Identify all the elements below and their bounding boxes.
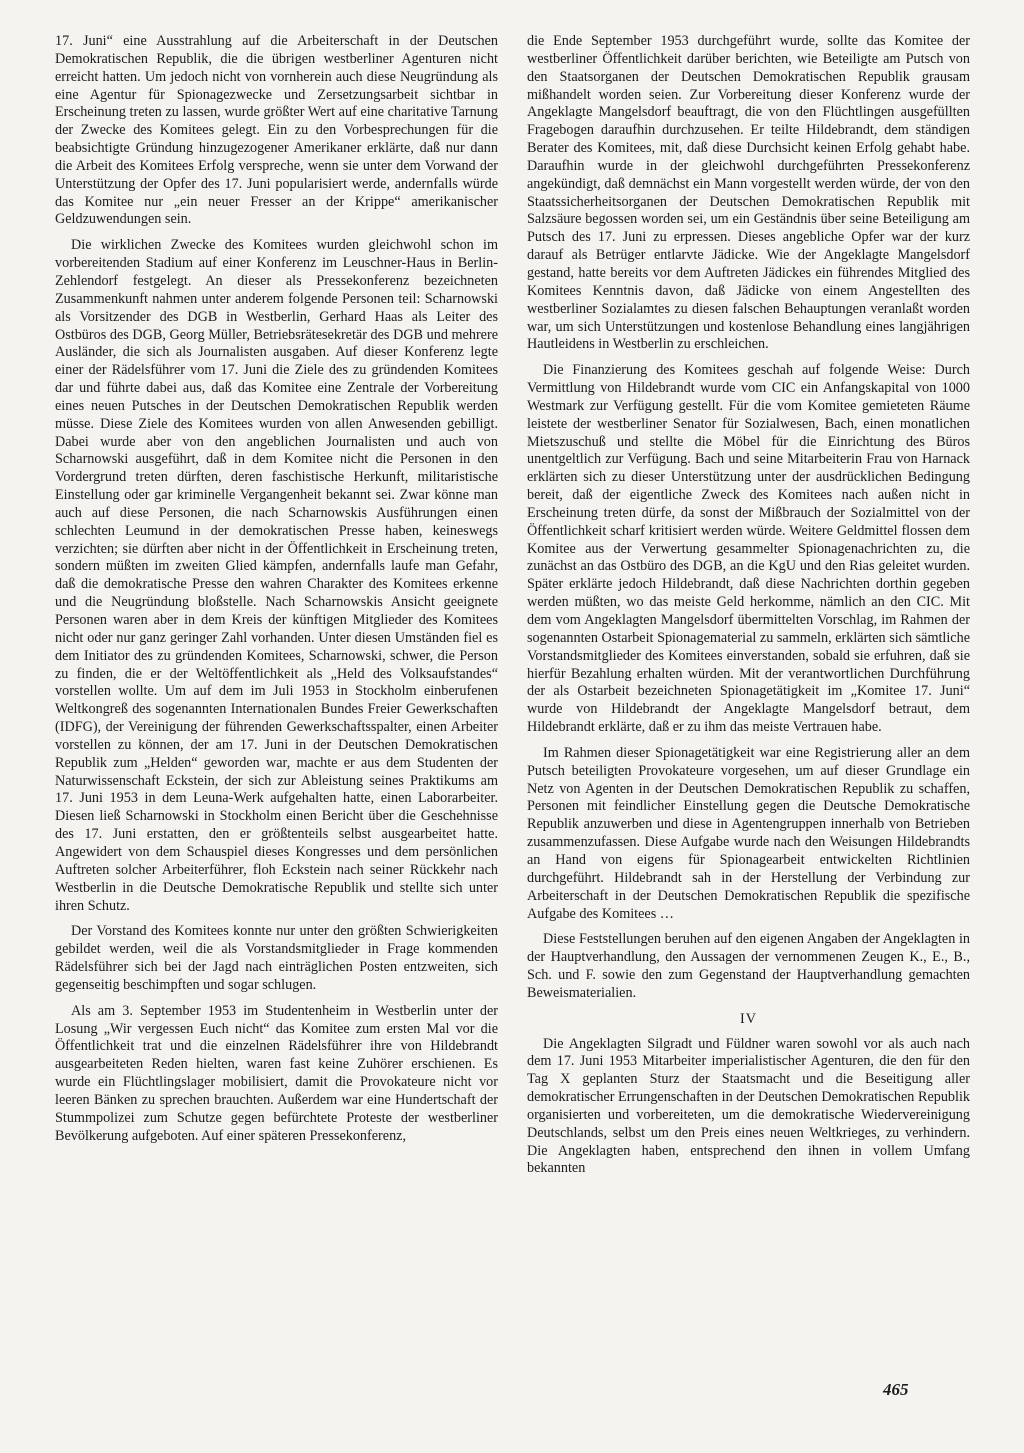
page-number: 465 <box>883 1380 909 1399</box>
right-paragraph-2: Die Finanzierung des Komitees geschah auf folgende Weise: Durch Vermittlung von Hildebrandt wurde vom CIC ein Anfangskapital von 1000 Westmark zur Verfügung gestellt. Für die vom Komitee gemieteten Räume leistete der westberliner Senator für Sozialwesen, Bach, einen monatlichen Mietszuschuß und stellte die Möbel für die Einrichtung des Büros unentgeltlich zur Verfügung. Bach und seine Mitarbeiterin Frau von Harnack erklärten sich zu dieser Unterstützung unter der ausdrücklichen Bedingung bereit, daß der eigentliche Zweck des Komitees nach außen nicht in Erscheinung treten dürfe, da sonst der Mißbrauch der Sozialmittel von der Öffentlichkeit scharf kritisiert werden würde. Weitere Geldmittel flossen dem Komitee aus der Verwertung gesammelter Spionagenachrichten zu, die zunächst an das Ostbüro des DGB, an die KgU und den Rias geleitet wurden. Später erklärte jedoch Hildebrandt, daß diese Nachrichten dorthin gegeben werden müßten, wo das meiste Geld herkomme, nämlich an den CIC. Mit dem vom Angeklagten Mangelsdorf übermittelten Vorschlag, im Rahmen der sogenannten Ostarbeit Spionagematerial zu sammeln, erklärten sich sämtliche Vorstandsmitglieder des Komitees einverstanden, sobald sie erfuhren, daß sie hierfür Bezahlung erhalten würden. Mit der verantwortlichen Durchführung der als Ostarbeit bezeichneten Spionagetätigkeit im „Komitee 17. Juni“ wurde von Hildebrandt der Angeklagte Mangelsdorf betraut, dem Hildebrandt erklärte, daß er zu ihm das meiste Vertrauen habe. <box>527 362 970 736</box>
left-paragraph-3: Der Vorstand des Komitees konnte nur unter den größten Schwierigkeiten gebildet werden, weil die als Vorstandsmitglieder in Frage kommenden Rädelsführer sich bei der Jagd nach einträglichen Posten entzweiten, sich gegenseitig beschimpften und sogar schlugen. <box>55 923 498 993</box>
right-paragraph-1: die Ende September 1953 durchgeführt wurde, sollte das Komitee der westberliner Öffentlichkeit darüber berichten, wie Beteiligte am Putsch von den Staatsorganen der Deutschen Demokratischen Republik grausam mißhandelt worden seien. Zur Vorbereitung dieser Konferenz wurde der Angeklagte Mangelsdorf beauftragt, die von den Flüchtlingen ausgefüllten Fragebogen daraufhin durchzusehen. Er teilte Hildebrandt, dem ständigen Berater des Komitees, mit, daß diese Durchsicht keinen Erfolg gehabt habe. Daraufhin wurde in der gleichwohl durchgeführten Pressekonferenz angekündigt, daß demnächst ein Mann vorgestellt werden würde, der von den Staatssicherheitsorganen der Deutschen Demokratischen Republik mit Salzsäure begossen worden sei, um ein Geständnis über seine Beteiligung am Putsch des 17. Juni zu erpressen. Dieses angebliche Opfer war der kurz darauf als Betrüger entlarvte Jädicke. Wie der Angeklagte Mangelsdorf gestand, hatte bereits vor dem Auftreten Jädickes ein führendes Mitglied des Komitees Kenntnis davon, daß Jädicke von einem Angestellten des westberliner Sozialamtes zu diesen falschen Behauptungen veranlaßt worden war, um sich Unterstützungen und kostenlose Behandlung eines langjährigen Hautleidens in Westberlin zu erschleichen. <box>527 33 970 353</box>
left-paragraph-2: Die wirklichen Zwecke des Komitees wurden gleichwohl schon im vorbereitenden Stadium auf einer Konferenz im Leuschner-Haus in Berlin-Zehlendorf festgelegt. An dieser als Pressekonferenz bezeichneten Zusammenkunft nahmen unter anderem folgende Personen teil: Scharnowski als Vorsitzender des DGB in Westberlin, Gerhard Haas als Leiter des Ostbüros des DGB, Georg Müller, Betriebsrätesekretär des DGB und mehrere Ausländer, die sich als Journalisten ausgaben. Auf dieser Konferenz legte einer der Rädelsführer vom 17. Juni die Ziele des zu gründenden Komitees dar und führte dabei aus, daß das Komitee eine Zentrale der Vorbereitung eines neuen Putsches in der Deutschen Demokratischen Republik werden müsse. Diese Ziele des Komitees wurden von allen Anwesenden gebilligt. Dabei wurde aber von den angeblichen Journalisten und auch von Scharnowski ausgeführt, daß in dem Komitee nicht die Personen in den Vordergrund treten dürften, deren faschistische Herkunft, militaristische Einstellung oder gar kriminelle Vergangenheit bekannt sei. Zwar könne man auch auf diese Personen, die nach Scharnowskis Ausführungen einen schlechten Leumund in der demokratischen Presse haben, keineswegs verzichten; sie dürften aber nicht in der Öffentlichkeit in Erscheinung treten, sondern müßten im zweiten Glied kämpfen, andernfalls laufe man Gefahr, daß die demokratische Presse den wahren Charakter des Komitees erkenne und die Neugründung bloßstelle. Nach Scharnowskis Ansicht geeignete Personen waren aber in dem Kreis der künftigen Mitglieder des Komitees nicht oder nur ganz geringer Zahl vorhanden. Unter diesen Umständen fiel es dem Initiator des zu gründenden Komitees, Scharnowski, schwer, die Person zu finden, die er der Weltöffentlichkeit als „Held des Volksaufstandes“ vorstellen wollte. Um auf dem im Juli 1953 in Stockholm einberufenen Weltkongreß des sogenannten Internationalen Bundes Freier Gewerkschaften (IDFG), der Vereinigung der führenden Gewerkschaftsspalter, einen Arbeiter vorstellen zu können, der am 17. Juni in der Deutschen Demokratischen Republik zum „Helden“ geworden war, machte er aus dem Studenten der Naturwissenschaft Eckstein, der sich zur Ableistung seines Praktikums am 17. Juni 1953 in dem Leuna-Werk aufgehalten hatte, einen Laborarbeiter. Diesen ließ Scharnowski in Stockholm einen Bericht über die Geschehnisse des 17. Juni erstatten, den er größtenteils selbst ausgearbeitet hatte. Angewidert von dem Schauspiel dieses Kongresses und dem persönlichen Auftreten solcher Arbeiterführer, floh Eckstein nach seiner Rückkehr nach Westberlin in die Deutsche Demokratische Republik und stellte sich unter ihren Schutz. <box>55 237 498 914</box>
right-column <box>527 33 970 1186</box>
right-paragraph-4: Diese Feststellungen beruhen auf den eigenen Angaben der Angeklagten in der Hauptverhandlung, den Aussagen der vernommenen Zeugen K., E., B., Sch. und F. sowie den zum Gegenstand der Hauptverhandlung gemachten Beweismaterialien. <box>527 931 970 1001</box>
left-paragraph-1: 17. Juni“ eine Ausstrahlung auf die Arbeiterschaft in der Deutschen Demokratischen Republik, die die übrigen westberliner Agenturen nicht erreicht hatten. Um jedoch nicht von vornherein auch diese Neugründung als eine Agentur für Spionagezwecke und Zersetzungsarbeit sichtbar in Erscheinung treten zu lassen, wurde größter Wert auf eine charitative Tarnung der Zwecke des Komitees gelegt. Ein zu den Vorbesprechungen für die beabsichtigte Gründung hinzugezogener Amerikaner erklärte, daß nur dann die Arbeit des Komitees Erfolg verspreche, wenn sie unter dem Vorwand der Unterstützung der Opfer des 17. Juni popularisiert werde, andernfalls würde das Komitee nur „ein neuer Fresser an der Krippe“ amerikanischer Geldzuwendungen sein. <box>55 33 498 228</box>
right-paragraph-3: Im Rahmen dieser Spionagetätigkeit war eine Registrierung aller an dem Putsch beteiligten Provokateure vorgesehen, um auf dieser Grundlage ein Netz von Agenten in der Deutschen Demokratischen Republik zu schaffen, Personen mit feindlicher Einstellung gegen die Deutsche Demokratische Republik anzuwerben und diese in Agentengruppen innerhalb von Betrieben zusammenzufassen. Diese Aufgabe wurde nach den Weisungen Hildebrandts an Hand von eigens für Spionagearbeit entwickelten Richtlinien durchgeführt. Hildebrandt sah in der Herstellung der Verbindung zur Arbeiterschaft in der Deutschen Demokratischen Republik die spezifische Aufgabe des Komitees … <box>527 744 970 922</box>
section-paragraph-1: Die Angeklagten Silgradt und Füldner waren sowohl vor als auch nach dem 17. Juni 1953 Mitarbeiter imperialistischer Agenturen, die den für den Tag X geplanten Sturz der Staatsmacht und die Beseitigung aller demokratischer Errungenschaften in der Deutschen Demokratischen Republik organisierten und vorbereiteten, um die demokratische Wiedervereinigung Deutschlands, selbst um den Preis eines neuen Weltkrieges, zu verhindern. Die Angeklagten haben, entsprechend den ihnen in vollem Umfang bekannten <box>527 1035 970 1177</box>
left-column <box>55 33 498 1153</box>
section-heading: IV <box>740 1010 757 1027</box>
left-paragraph-4: Als am 3. September 1953 im Studentenheim in Westberlin unter der Losung „Wir vergessen Euch nicht“ das Komitee zum ersten Mal vor die Öffentlichkeit trat und die einzelnen Rädelsführer ihre von Hildebrandt ausgearbeiteten Reden hielten, waren fast keine Zuhörer erschienen. Es wurde ein Flüchtlingslager mobilisiert, damit die Provokateure nicht vor leeren Bänken zu sprechen brauchten. Außerdem war eine Hundertschaft der Stummpolizei zum Schutze gegen befürchtete Proteste der westberliner Bevölkerung aufgeboten. Auf einer späteren Pressekonferenz, <box>55 1002 498 1144</box>
